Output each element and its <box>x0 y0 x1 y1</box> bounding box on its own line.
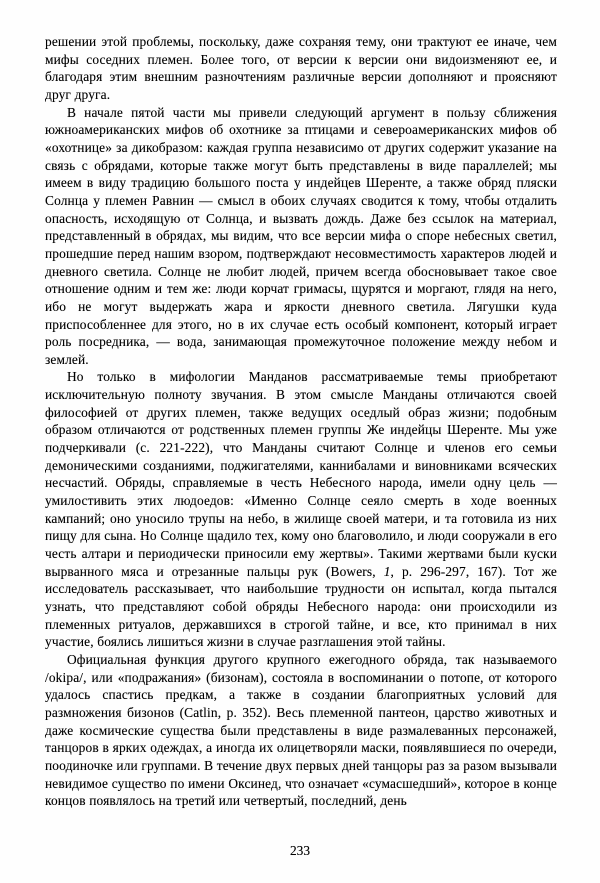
paragraph-text-part-2: , p. 296-297, 167). Тот же исследователь рассказывает, что наибольшие трудности он испытал, когда пытался узнать, что представляют собой обряды Небесного народа: они происходили из племенных ритуалов, державшихся в строгой тайне, и все, кто принимал в них участие, боялись лишиться жизни в случае разглашения этой тайны. <box>45 563 557 650</box>
paragraph-continuation: решении этой проблемы, поскольку, даже сохраняя тему, они трактуют ее иначе, чем мифы соседних племен. Более того, от версии к версии они видоизменяют ее, и благодаря этим внешним разночтениям различные версии дополняют и проясняют друг друга. <box>45 34 557 102</box>
paragraph-argument-comparison: В начале пятой части мы привели следующий аргумент в пользу сближения южноамериканских мифов об охотнике за птицами и североамериканских мифов об «охотнице» за дикобразом: каждая группа независимо от других содержит указание на связь с обрядами, которые также могут быть представлены в виде параллелей; мы имеем в виду традицию большого поста у индейцев Шеренте, а также обряд пляски Солнца у племен Равнин — смысл в обоих случаях сводится к тому, чтобы отдалить опасность, исходящую от Солнца, и вызвать дождь. Даже без ссылок на материал, представленный в обрядах, мы видим, что все версии мифа о споре небесных светил, прошедшие перед нашим взором, подтверждают несовместимость характеров людей и дневного светила. Солнце не любит людей, причем всегда обосновывает такое свое отношение одним и тем же: люди корчат гримасы, щурятся и моргают, глядя на него, ибо не могут выдержать жара и яркости дневного светила. Лягушки куда приспособленнее для этого, но в их случае есть особый компонент, который играет роль посредника, — вода, занимающая промежуточное положение между небом и землей. <box>45 104 557 367</box>
page-number-folio: 233 <box>289 843 311 858</box>
paragraph-mandan-mythology <box>45 368 557 651</box>
paragraph-okipa-ceremony: Официальная функция другого крупного ежегодного обряда, так называемого /okipa/, или «подражания» (бизонам), состояла в воспоминании о потопе, от которого удалось спастись предкам, а также в создании благоприятных условий для размножения бизонов (Catlin, p. 352). Весь племенной пантеон, царство животных и даже космические существа были представлены в виде размалеванных персонажей, танцоров в ярких одеждах, а иногда их олицетворяли маски, появлявшиеся по очереди, поодиночке или группами. В течение двух первых дней танцоры раз за разом вызывали невидимое существо по имени Оксинед, что означает «сумасшедший», которое в конце концов появлялось на третий или четвертый, последний, день <box>45 651 557 809</box>
citation-volume-number: 1 <box>383 563 391 579</box>
page-text-block <box>45 33 557 810</box>
paragraph-text-part-1: Но только в мифологии Манданов рассматриваемые темы приобретают исключительную полноту звучания. В этом смысле Манданы отличаются своей философией от других племен, также ведущих оседлый образ жизни; подобным образом отличаются от родственных племен группы Же индейцы Шеренте. Мы уже подчеркивали (с. 221-222), что Манданы считают Солнце и членов его семьи демоническими созданиями, поджигателями, каннибалами и виновниками всяческих несчастий. Обряды, справляемые в честь Небесного народа, имели одну цель — умилостивить этих людоедов: «Именно Солнце сеяло смерть в ходе военных кампаний; оно уносило трупы на небо, в жилище своей матери, и та готовила из них пищу для сына. Но Солнце щадило тех, кому оно благоволило, и люди сооружали в его честь алтари и периодически приносили ему жертвы». Такими жертвами были куски вырванного мяса и отрезанные пальцы рук (Bowers, <box>45 369 557 579</box>
